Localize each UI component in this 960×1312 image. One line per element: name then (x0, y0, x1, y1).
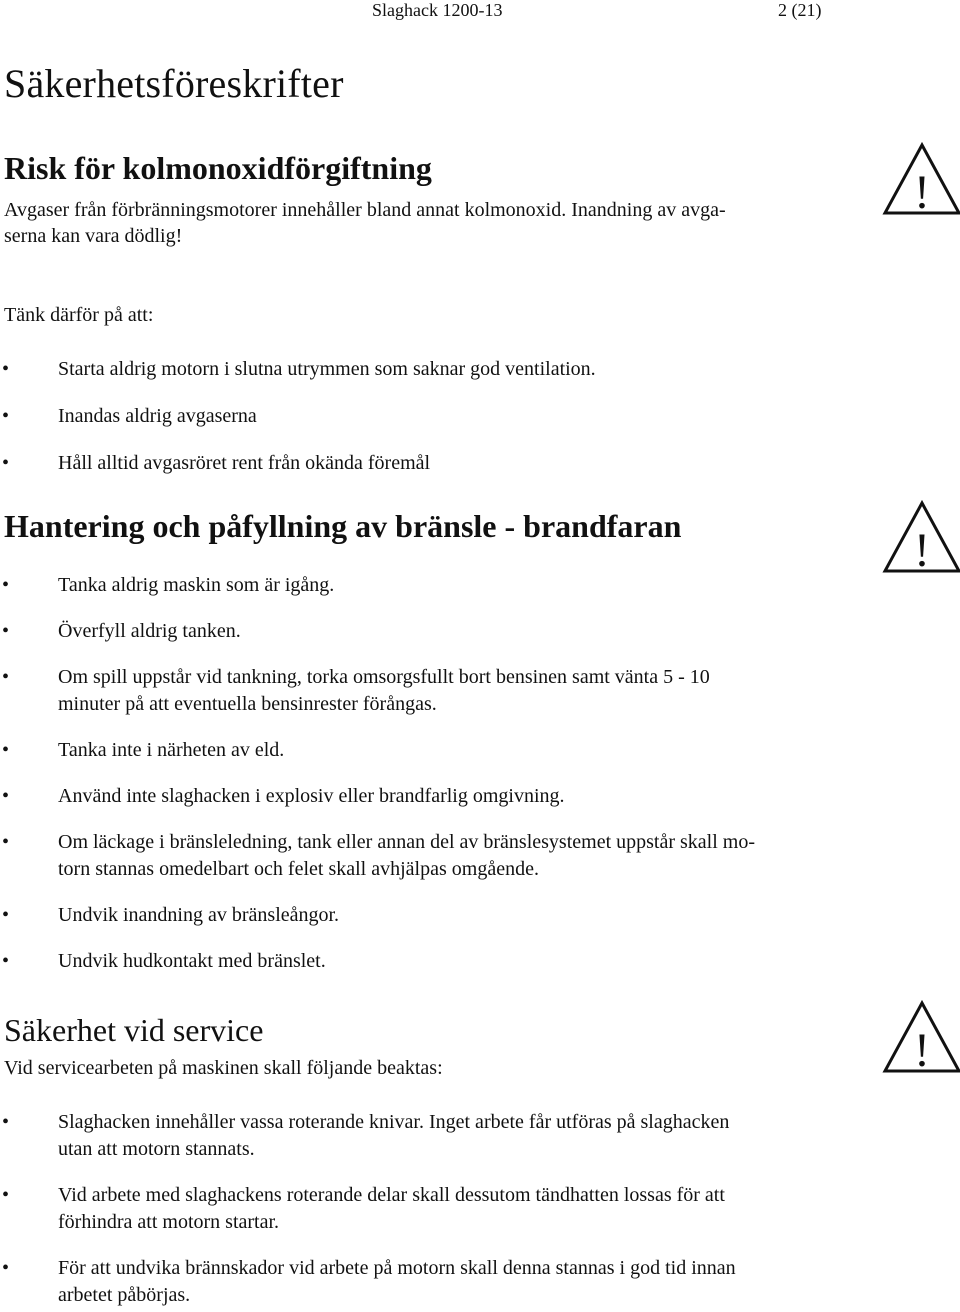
service-intro: Vid servicearbeten på maskinen skall följande beaktas: (4, 1057, 443, 1079)
list-item: • Undvik inandning av bränsleångor. (2, 904, 340, 926)
list-item: • Om spill uppstår vid tankning, torka omsorgsfullt bort bensinen samt vänta 5 - 10 minuter på att eventuella bensinrester förångas. (2, 666, 710, 715)
warning-icon (882, 1000, 960, 1074)
list-item: • Tanka aldrig maskin som är igång. (2, 574, 335, 596)
page-title: Säkerhetsföreskrifter (4, 61, 344, 106)
page-header (0, 0, 960, 24)
list-item: • Slaghacken innehåller vassa roterande knivar. Inget arbete får utföras på slaghacken utan att motorn stannats. (2, 1111, 730, 1160)
page-number: 2 (21) (778, 0, 822, 20)
list-item: • Tanka inte i närheten av eld. (2, 739, 285, 761)
co-lead: Tänk därför på att: (4, 304, 154, 326)
list-item: • Inandas aldrig avgaserna (2, 405, 257, 427)
warning-icon (882, 500, 960, 574)
list-item: • Överfyll aldrig tanken. (2, 620, 241, 642)
list-item: • Vid arbete med slaghackens roterande delar skall dessutom tändhatten lossas för att förhindra att motorn startar. (2, 1184, 725, 1233)
list-item: • Om läckage i bränsleledning, tank eller annan del av bränslesystemet uppstår skall mo- torn stannas omedelbart och felet skall avhjälpas omgående. (2, 831, 756, 880)
co-intro: Avgaser från förbränningsmotorer innehåller bland annat kolmonoxid. Inandning av avga- serna kan vara dödlig! (4, 199, 726, 247)
co-list (0, 356, 860, 477)
section-heading-co: Risk för kolmonoxidförgiftning (4, 150, 432, 186)
section-heading-fuel: Hantering och påfyllning av bränsle - brandfaran (4, 508, 682, 544)
list-item: • Undvik hudkontakt med bränslet. (2, 950, 326, 972)
list-item: • Håll alltid avgasröret rent från okända föremål (2, 452, 431, 474)
svg-text:!: ! (914, 166, 930, 216)
warning-icon (882, 142, 960, 216)
svg-text:!: ! (914, 1024, 930, 1074)
list-item: • Använd inte slaghacken i explosiv eller brandfarlig omgivning. (2, 785, 565, 807)
svg-text:!: ! (914, 524, 930, 574)
document-id: Slaghack 1200-13 (372, 0, 503, 20)
section-heading-service: Säkerhet vid service (4, 1012, 264, 1048)
list-item: • Starta aldrig motorn i slutna utrymmen som saknar god ventilation. (2, 358, 596, 380)
service-list (0, 1109, 860, 1309)
list-item: • För att undvika brännskador vid arbete på motorn skall denna stannas i god tid innan arbetet påbörjas. (2, 1257, 736, 1306)
fuel-list (0, 572, 860, 975)
